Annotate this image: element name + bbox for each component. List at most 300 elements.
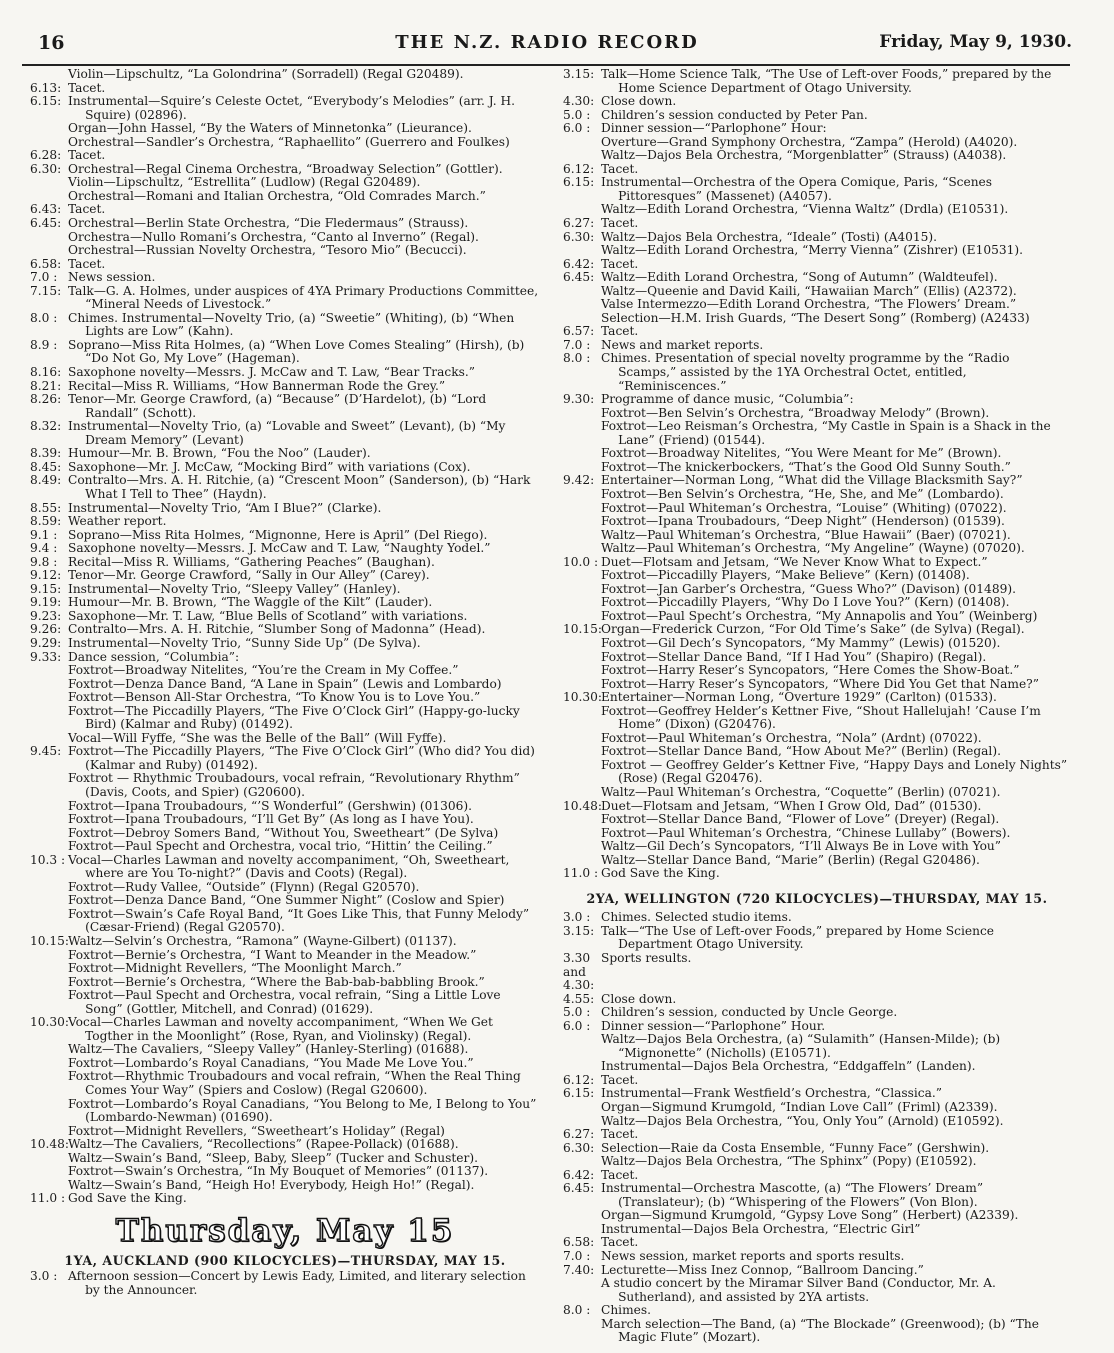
entry-time: 9.12:	[30, 568, 62, 583]
entry-time: 8.59:	[30, 514, 62, 529]
entry-line: Children’s session, conducted by Uncle George.	[601, 1005, 898, 1020]
day-heading: Thursday, May 15	[115, 1212, 455, 1249]
entry-line: Instrumental—Dajos Bela Orchestra, “Electric Girl”	[601, 1221, 921, 1236]
entry-line: Waltz—Swain’s Band, “Heigh Ho! Everybody, Heigh Ho!” (Regal).	[68, 1177, 475, 1192]
entry-line: A studio concert by the Miramar Silver Band (Conductor, Mr. A. Sutherland), and assisted by 2YA artists.	[601, 1276, 996, 1304]
entry-time: 7.0 :	[563, 337, 591, 352]
entry-line: Contralto—Mrs. A. H. Ritchie, (a) “Crescent Moon” (Sanderson), (b) “Hark What I Tell to Thee” (Haydn).	[68, 473, 531, 501]
entry-line: Waltz—The Cavaliers, “Sleepy Valley” (Hanley-Sterling) (01688).	[68, 1042, 469, 1057]
entry-time: 6.12:	[563, 161, 595, 176]
entry-line: Foxtrot—Ben Selvin’s Orchestra, “Broadway Melody” (Brown).	[601, 405, 990, 420]
entry-text	[601, 1142, 1071, 1169]
programme-entry	[563, 691, 1071, 799]
entry-line: Foxtrot—Benson All-Star Orchestra, “To Know You is to Love You.”	[68, 690, 481, 705]
entry-text	[601, 1250, 1071, 1264]
entry-line: Humour—Mr. B. Brown, “The Waggle of the Kilt” (Lauder).	[68, 595, 433, 610]
entry-line: Violin—Lipschultz, “Estrellita” (Ludlow) (Regal G20489).	[68, 175, 421, 190]
entry-line: Dinner session—“Parlophone” Hour.	[601, 1018, 826, 1033]
entry-line: Tacet.	[68, 256, 106, 271]
entry-text	[68, 380, 540, 394]
programme-entry	[30, 583, 540, 597]
programme-entry	[563, 1006, 1071, 1020]
programme-entry	[563, 1020, 1071, 1074]
entry-line: Selection—Raie da Costa Ensemble, “Funny Face” (Gershwin).	[601, 1140, 990, 1155]
entry-line: News session.	[68, 270, 156, 285]
entry-time: 8.0 :	[30, 310, 58, 325]
entry-line: Soprano—Miss Rita Holmes, (a) “When Love Comes Stealing” (Hirsh), (b) “Do Not Go, My Love” (Hageman).	[68, 337, 525, 366]
entry-line: Chimes. Selected studio items.	[601, 910, 792, 925]
entry-text	[601, 1006, 1071, 1020]
entry-text	[601, 1304, 1071, 1345]
entry-text	[68, 82, 540, 96]
entry-time: 6.28:	[30, 148, 62, 163]
entry-line: Foxtrot—Stellar Dance Band, “How About Me?” (Berlin) (Regal).	[601, 744, 1001, 759]
entry-line: Foxtrot—The knickerbockers, “That’s the Good Old Sunny South.”	[601, 459, 1011, 474]
entry-time: 6.0 :	[563, 121, 591, 136]
entry-time: 6.42:	[563, 1167, 595, 1182]
entry-line: Organ—John Hassel, “By the Waters of Minnetonka” (Lieurance).	[68, 121, 472, 136]
entry-time: 6.42:	[563, 256, 595, 271]
entry-line: Tacet.	[601, 1167, 639, 1182]
entry-line: Recital—Miss R. Williams, “How Bannerman Rode the Grey.”	[68, 378, 446, 393]
programme-entry	[30, 542, 540, 556]
entry-time: 8.16:	[30, 365, 62, 380]
entry-line: Foxtrot—Denza Dance Band, “One Summer Night” (Coslow and Spier)	[68, 893, 505, 908]
entry-text	[601, 867, 1071, 881]
entry-time: 6.15:	[563, 1086, 595, 1101]
programme-entry	[563, 623, 1071, 691]
entry-text	[68, 474, 540, 501]
entry-line: Lecturette—Miss Inez Connop, “Ballroom Dancing.”	[601, 1262, 924, 1277]
entry-line: Foxtrot—Debroy Somers Band, “Without You, Sweetheart” (De Sylva)	[68, 825, 499, 840]
entry-line: Saxophone—Mr. T. Law, “Blue Bells of Scotland” with variations.	[68, 608, 468, 623]
entry-text	[68, 203, 540, 217]
programme-entry	[563, 1182, 1071, 1236]
entry-line: Waltz—Dajos Bela Orchestra, “Ideale” (Tosti) (A4015).	[601, 229, 938, 244]
entry-line: Tacet.	[601, 1127, 639, 1142]
entry-line: Recital—Miss R. Williams, “Gathering Peaches” (Baughan).	[68, 554, 435, 569]
entry-text	[601, 217, 1071, 231]
entry-time: 8.49:	[30, 473, 62, 488]
entry-line: Contralto—Mrs. A. H. Ritchie, “Slumber Song of Madonna” (Head).	[68, 622, 486, 637]
programme-entry	[30, 1270, 540, 1297]
entry-line: Waltz—Dajos Bela Orchestra, “You, Only You” (Arnold) (E10592).	[601, 1113, 1004, 1128]
entry-line: Foxtrot—Swain’s Cafe Royal Band, “It Goes Like This, that Funny Melody” (Cæsar-Friend) (Regal G20570).	[68, 906, 530, 935]
programme-entry	[563, 1264, 1071, 1305]
entry-text	[68, 258, 540, 272]
entry-line: Organ—Frederick Curzon, “For Old Time’s Sake” (de Sylva) (Regal).	[601, 622, 1025, 637]
entry-text	[601, 474, 1071, 555]
entry-text	[68, 217, 540, 258]
entry-line: Vocal—Will Fyffe, “She was the Belle of the Ball” (Will Fyffe).	[68, 730, 447, 745]
programme-entry	[30, 82, 540, 96]
programme-list	[30, 1270, 540, 1297]
page-number: 16	[38, 32, 65, 54]
entry-line: Saxophone—Mr. J. McCaw, “Mocking Bird” with variations (Cox).	[68, 459, 471, 474]
entry-line: Foxtrot—Midnight Revellers, “The Moonlight March.”	[68, 961, 402, 976]
entry-time: 9.29:	[30, 635, 62, 650]
programme-entry	[30, 610, 540, 624]
entry-line: News and market reports.	[601, 337, 764, 352]
entry-line: Tenor—Mr. George Crawford, (a) “Because” (D’Hardelot), (b) “Lord Randall” (Schott).	[68, 392, 487, 420]
entry-line: Soprano—Miss Rita Holmes, “Mignonne, Here is April” (Del Riego).	[68, 527, 488, 542]
programme-entry	[30, 380, 540, 394]
entry-line: Foxtrot — Geoffrey Gelder’s Kettner Five, “Happy Days and Lonely Nights” (Rose) (Regal G20476).	[601, 757, 1068, 786]
programme-entry	[563, 474, 1071, 555]
entry-time: 11.0 :	[30, 1191, 66, 1206]
entry-text	[601, 1074, 1071, 1088]
entry-time: 5.0 :	[563, 1005, 591, 1020]
programme-entry	[30, 935, 540, 1016]
programme-entry	[563, 1142, 1071, 1169]
programme-entry	[563, 1128, 1071, 1142]
entry-text	[601, 325, 1071, 339]
entry-text	[601, 1020, 1071, 1074]
issue-date: Friday, May 9, 1930.	[879, 32, 1072, 52]
entry-time: 10.0 :	[563, 554, 599, 569]
programme-entry	[30, 623, 540, 637]
entry-line: Foxtrot—Denza Dance Band, “A Lane in Spain” (Lewis and Lombardo)	[68, 676, 502, 691]
entry-time: 7.0 :	[563, 1249, 591, 1264]
entry-line: Foxtrot—The Piccadilly Players, “The Five O’Clock Girl” (Happy-go-lucky Bird) (Kalmar and Ruby) (01492).	[68, 703, 520, 732]
entry-line: Duet—Flotsam and Jetsam, “When I Grow Old, Dad” (01530).	[601, 798, 982, 813]
programme-entry	[30, 420, 540, 447]
entry-line: Programme of dance music, “Columbia”:	[601, 392, 854, 407]
entry-line: Chimes. Instrumental—Novelty Trio, (a) “Sweetie” (Whiting), (b) “When Lights are Low” (Kahn).	[68, 310, 515, 339]
entry-text	[68, 529, 540, 543]
programme-entry	[563, 1074, 1071, 1088]
programme-entry	[30, 854, 540, 935]
entry-line: Instrumental—Squire’s Celeste Octet, “Everybody’s Melodies” (arr. J. H. Squire) (02896).	[68, 94, 515, 122]
entry-line: Foxtrot — Rhythmic Troubadours, vocal refrain, “Revolutionary Rhythm” (Davis, Coots, and Spier) (G20600).	[68, 771, 520, 799]
entry-text	[68, 515, 540, 529]
entry-time: 10.3 :	[30, 852, 66, 867]
entry-time: 8.21:	[30, 378, 62, 393]
entry-time: 6.15:	[563, 175, 595, 190]
entry-line: Foxtrot—Paul Specht and Orchestra, vocal refrain, “Sing a Little Love Song” (Gottler, Mitchell, and Conrad) (01629).	[68, 988, 501, 1016]
header-rule	[22, 64, 1070, 66]
entry-line: Waltz—Dajos Bela Orchestra, (a) “Sulamith” (Hansen-Milde); (b) “Mignonette” (Nicholls) (E10571).	[601, 1032, 1001, 1060]
programme-list	[30, 68, 540, 1206]
entry-line: Tacet.	[601, 324, 639, 339]
entry-line: Foxtrot—Bernie’s Orchestra, “I Want to Meander in the Meadow.”	[68, 947, 477, 962]
entry-text	[601, 393, 1071, 474]
entry-text	[601, 952, 1071, 993]
entry-time: 6.30:	[563, 1140, 595, 1155]
entry-text	[68, 149, 540, 163]
programme-entry	[30, 474, 540, 501]
entry-line: Foxtrot—Leo Reisman’s Orchestra, “My Castle in Spain is a Shack in the Lane” (Friend) (01544).	[601, 419, 1051, 447]
entry-text	[68, 502, 540, 516]
programme-list	[563, 68, 1071, 881]
entry-time: 6.27:	[563, 1127, 595, 1142]
entry-line: Instrumental—Novelty Trio, (a) “Lovable and Sweet” (Levant), (b) “My Dream Memory” (Levant)	[68, 419, 506, 447]
entry-time: 8.32:	[30, 419, 62, 434]
entry-text	[601, 1169, 1071, 1183]
entry-line: Talk—“The Use of Left-over Foods,” prepared by Home Science Department Otago University.	[601, 923, 994, 952]
programme-entry	[30, 163, 540, 204]
entry-line: Foxtrot—Rhythmic Troubadours and vocal refrain, “When the Real Thing Comes Your Way” (Spiers and Coslow) (Regal G20600).	[68, 1069, 521, 1098]
programme-entry	[563, 271, 1071, 325]
entry-time: 10.48:	[563, 798, 602, 813]
entry-text	[68, 596, 540, 610]
entry-text	[68, 610, 540, 624]
programme-entry	[563, 258, 1071, 272]
entry-line: Vocal—Charles Lawman and novelty accompaniment, “Oh, Sweetheart, where are You To-night?” (Davis and Coots) (Regal).	[68, 852, 510, 881]
entry-line: Waltz—Edith Lorand Orchestra, “Vienna Waltz” (Drdla) (E10531).	[601, 202, 1009, 217]
entry-text	[601, 691, 1071, 799]
entry-line: Tenor—Mr. George Crawford, “Sally in Our Alley” (Carey).	[68, 568, 430, 583]
entry-line: Orchestral—Berlin State Orchestra, “Die Fledermaus” (Strauss).	[68, 216, 469, 231]
entry-text	[601, 271, 1071, 325]
programme-entry	[563, 867, 1071, 881]
entry-time: 5.0 :	[563, 107, 591, 122]
entry-time: 6.43:	[30, 202, 62, 217]
entry-line: Foxtrot—Swain’s Orchestra, “In My Bouquet of Memories” (01137).	[68, 1164, 489, 1179]
entry-line: Waltz—Edith Lorand Orchestra, “Merry Vienna” (Zishrer) (E10531).	[601, 243, 1023, 258]
entry-line: Waltz—Selvin’s Orchestra, “Ramona” (Wayne-Gilbert) (01137).	[68, 934, 457, 948]
entry-time: 9.15:	[30, 581, 62, 596]
entry-line: Tacet.	[68, 202, 106, 217]
entry-line: News session, market reports and sports results.	[601, 1249, 905, 1264]
entry-text	[68, 1270, 540, 1297]
programme-entry	[30, 502, 540, 516]
entry-time: 6.45:	[30, 216, 62, 231]
entry-text	[601, 176, 1071, 217]
entry-line: Sports results.	[601, 951, 692, 965]
entry-line: Instrumental—Orchestra of the Opera Comique, Paris, “Scenes Pittoresques” (Massenet) (A4057).	[601, 175, 993, 203]
entry-line: Vocal—Charles Lawman and novelty accompaniment, “When We Get Togther in the Moonlight” (Rose, Ryan, and Violinsky) (Regal).	[68, 1015, 493, 1043]
entry-line: Foxtrot—Harry Reser’s Syncopators, “Here Comes the Show-Boat.”	[601, 663, 1020, 678]
entry-time: 8.9 :	[30, 337, 58, 352]
entry-line: Foxtrot—Paul Whiteman’s Orchestra, “Louise” (Whiting) (07022).	[601, 500, 1007, 515]
programme-entry	[563, 1087, 1071, 1128]
entry-time: 10.15:	[30, 934, 69, 948]
entry-text	[601, 231, 1071, 258]
entry-text	[68, 854, 540, 935]
entry-line: Foxtrot—Piccadilly Players, “Make Believe” (Kern) (01408).	[601, 568, 970, 583]
entry-line: Foxtrot—Jan Garber’s Orchestra, “Guess Who?” (Davison) (01489).	[601, 581, 1016, 596]
entry-line: Foxtrot—Rudy Vallee, “Outside” (Flynn) (Regal G20570).	[68, 879, 420, 894]
entry-line: Instrumental—Dajos Bela Orchestra, “Eddgaffeln” (Landen).	[601, 1059, 976, 1074]
programme-entry	[30, 339, 540, 366]
entry-text	[68, 556, 540, 570]
entry-line: Foxtrot—Paul Specht and Orchestra, vocal trio, “Hittin’ the Ceiling.”	[68, 839, 493, 854]
entry-text	[68, 447, 540, 461]
entry-time: 6.57:	[563, 324, 595, 339]
entry-line: Tacet.	[601, 1235, 639, 1250]
entry-text	[68, 745, 540, 853]
entry-text	[601, 623, 1071, 691]
entry-text	[601, 1182, 1071, 1236]
entry-text	[68, 1016, 540, 1138]
entry-text	[601, 556, 1071, 624]
programme-entry	[30, 393, 540, 420]
entry-text	[601, 800, 1071, 868]
programme-entry	[563, 993, 1071, 1007]
programme-entry	[563, 952, 1071, 993]
programme-entry	[563, 163, 1071, 177]
entry-line: Waltz—Swain’s Band, “Sleep, Baby, Sleep” (Tucker and Schuster).	[68, 1150, 478, 1165]
entry-line: Instrumental—Novelty Trio, “Sunny Side Up” (De Sylva).	[68, 635, 421, 650]
entry-line: Foxtrot—Piccadilly Players, “Why Do I Love You?” (Kern) (01408).	[601, 595, 1010, 610]
programme-entry	[30, 312, 540, 339]
entry-line: Foxtrot—Lombardo’s Royal Canadians, “You Belong to Me, I Belong to You” (Lombardo-Newman) (01690).	[68, 1096, 537, 1125]
entry-line: Foxtrot—Paul Whiteman’s Orchestra, “Chinese Lullaby” (Bowers).	[601, 825, 1011, 840]
entry-text	[601, 352, 1071, 393]
entry-text	[68, 312, 540, 339]
entry-text	[601, 1264, 1071, 1305]
entry-time: 6.58:	[563, 1235, 595, 1250]
right-column	[563, 68, 1071, 1345]
entry-text	[68, 651, 540, 746]
entry-text	[68, 285, 540, 312]
entry-time: 4.55:	[563, 991, 595, 1006]
programme-entry	[563, 176, 1071, 217]
entry-line: Talk—Home Science Talk, “The Use of Left-over Foods,” prepared by the Home Science Department of Otago University.	[601, 67, 1052, 95]
entry-time: 3.30 and 4.30:	[563, 951, 595, 993]
left-column	[30, 68, 540, 1298]
entry-line: Tacet.	[601, 161, 639, 176]
entry-text	[68, 583, 540, 597]
entry-line: Chimes.	[601, 1303, 651, 1318]
entry-time: 10.30:	[563, 690, 602, 705]
entry-time: 9.19:	[30, 595, 62, 610]
entry-line: Close down.	[601, 991, 677, 1006]
programme-entry	[563, 217, 1071, 231]
entry-line: Humour—Mr. B. Brown, “Fou the Noo” (Lauder).	[68, 446, 371, 461]
entry-time: 8.55:	[30, 500, 62, 515]
entry-line: Organ—Sigmund Krumgold, “Indian Love Call” (Friml) (A2339).	[601, 1100, 998, 1115]
entry-line: Waltz—Paul Whiteman’s Orchestra, “My Angeline” (Wayne) (07020).	[601, 541, 1025, 556]
programme-entry	[563, 231, 1071, 258]
entry-line: Waltz—Dajos Bela Orchestra, “The Sphinx” (Popy) (E10592).	[601, 1154, 977, 1169]
entry-text	[68, 68, 540, 82]
entry-text	[68, 1192, 540, 1206]
programme-entry	[30, 1016, 540, 1138]
entry-line: Foxtrot—Ben Selvin’s Orchestra, “He, She, and Me” (Lombardo).	[601, 486, 1004, 501]
entry-line: Orchestral—Regal Cinema Orchestra, “Broadway Selection” (Gottler).	[68, 161, 503, 176]
programme-entry	[30, 461, 540, 475]
entry-text	[68, 95, 540, 149]
entry-time: 4.30:	[563, 94, 595, 109]
entry-time: 9.33:	[30, 649, 62, 664]
entry-line: Foxtrot—Geoffrey Helder’s Kettner Five, “Shout Hallelujah! ’Cause I’m Home” (Dixon) (G20476).	[601, 703, 1041, 732]
programme-entry	[563, 1236, 1071, 1250]
entry-time: 3.15:	[563, 67, 595, 81]
programme-entry	[30, 447, 540, 461]
programme-entry	[563, 800, 1071, 868]
entry-time: 6.45:	[563, 1181, 595, 1196]
entry-line: Foxtrot—Gil Dech’s Syncopators, “My Mammy” (Lewis) (01520).	[601, 635, 1001, 650]
programme-entry	[563, 556, 1071, 624]
programme-entry	[30, 596, 540, 610]
entry-line: Saxophone novelty—Messrs. J. McCaw and T. Law, “Naughty Yodel.”	[68, 541, 491, 556]
entry-time: 9.23:	[30, 608, 62, 623]
programme-entry	[30, 745, 540, 853]
entry-time	[30, 68, 68, 82]
programme-entry	[563, 339, 1071, 353]
programme-entry	[563, 325, 1071, 339]
programme-list	[563, 911, 1071, 1345]
entry-time: 9.8 :	[30, 554, 58, 569]
entry-time: 3.15:	[563, 923, 595, 938]
entry-text	[601, 339, 1071, 353]
entry-line: Violin—Lipschultz, “La Golondrina” (Sorradell) (Regal G20489).	[68, 67, 464, 81]
entry-time: 9.4 :	[30, 541, 58, 556]
entry-line: God Save the King.	[601, 866, 720, 881]
programme-entry	[563, 68, 1071, 95]
entry-time: 9.26:	[30, 622, 62, 637]
entry-line: Close down.	[601, 94, 677, 109]
programme-entry	[30, 258, 540, 272]
entry-line: Instrumental—Novelty Trio, “Am I Blue?” (Clarke).	[68, 500, 382, 515]
entry-line: Overture—Grand Symphony Orchestra, “Zampa” (Herold) (A4020).	[601, 134, 1018, 149]
entry-time: 3.0 :	[30, 1269, 58, 1284]
entry-line: March selection—The Band, (a) “The Blockade” (Greenwood); (b) “The Magic Flute” (Mozart).	[601, 1316, 1039, 1345]
entry-line: Foxtrot—Ipana Troubadours, “’S Wonderful” (Gershwin) (01306).	[68, 798, 473, 813]
entry-line: Orchestral—Romani and Italian Orchestra, “Old Comrades March.”	[68, 188, 486, 203]
entry-text	[68, 271, 540, 285]
programme-entry	[30, 95, 540, 149]
entry-text	[68, 366, 540, 380]
entry-time: 6.30:	[563, 229, 595, 244]
entry-text	[68, 542, 540, 556]
entry-text	[68, 420, 540, 447]
entry-text	[68, 393, 540, 420]
entry-text	[601, 95, 1071, 109]
entry-text	[601, 68, 1071, 95]
entry-line: Foxtrot—Broadway Nitelites, “You Were Meant for Me” (Brown).	[601, 446, 1002, 461]
entry-line: Foxtrot—Stellar Dance Band, “Flower of Love” (Dreyer) (Regal).	[601, 812, 1000, 827]
programme-entry	[563, 1250, 1071, 1264]
entry-time: 9.45:	[30, 744, 62, 759]
entry-text	[68, 461, 540, 475]
entry-text	[601, 122, 1071, 163]
entry-text	[601, 1087, 1071, 1128]
entry-text	[601, 258, 1071, 272]
programme-entry	[30, 285, 540, 312]
page-header	[22, 26, 1072, 54]
entry-text	[601, 163, 1071, 177]
entry-line: Selection—H.M. Irish Guards, “The Desert Song” (Romberg) (A2433)	[601, 310, 1030, 325]
entry-time: 6.15:	[30, 94, 62, 109]
entry-line: Instrumental—Novelty Trio, “Sleepy Valley” (Hanley).	[68, 581, 401, 596]
entry-line: Foxtrot—Paul Whiteman’s Orchestra, “Nola” (Ardnt) (07022).	[601, 730, 982, 745]
entry-line: God Save the King.	[68, 1191, 187, 1206]
programme-entry	[563, 925, 1071, 952]
entry-text	[68, 1138, 540, 1192]
programme-entry	[30, 1192, 540, 1206]
entry-line: Foxtrot—Harry Reser’s Syncopators, “Where Did You Get that Name?”	[601, 676, 1039, 691]
programme-entry	[563, 109, 1071, 123]
programme-entry	[563, 95, 1071, 109]
entry-line: Talk—G. A. Holmes, under auspices of 4YA Primary Productions Committee, “Mineral Needs of Livestock.”	[68, 283, 539, 312]
entry-time: 8.45:	[30, 459, 62, 474]
entry-line: Orchestral—Russian Novelty Orchestra, “Tesoro Mio” (Becucci).	[68, 243, 467, 258]
programme-entry	[30, 68, 540, 82]
entry-line: Waltz—Gil Dech’s Syncopators, “I’ll Always Be in Love with You”	[601, 839, 1002, 854]
programme-entry	[30, 556, 540, 570]
entry-time: 7.40:	[563, 1262, 595, 1277]
entry-time: 6.45:	[563, 270, 595, 285]
entry-line: Tacet.	[601, 216, 639, 231]
entry-line: Chimes. Presentation of special novelty programme by the “Radio Scamps,” assisted by the 1YA Orchestral Octet, entitled, “Reminiscences.”	[601, 351, 1010, 393]
entry-line: Foxtrot—Ipana Troubadours, “I’ll Get By” (As long as I have You).	[68, 812, 474, 827]
entry-line: Tacet.	[68, 80, 106, 95]
entry-text	[601, 109, 1071, 123]
entry-text	[601, 911, 1071, 925]
